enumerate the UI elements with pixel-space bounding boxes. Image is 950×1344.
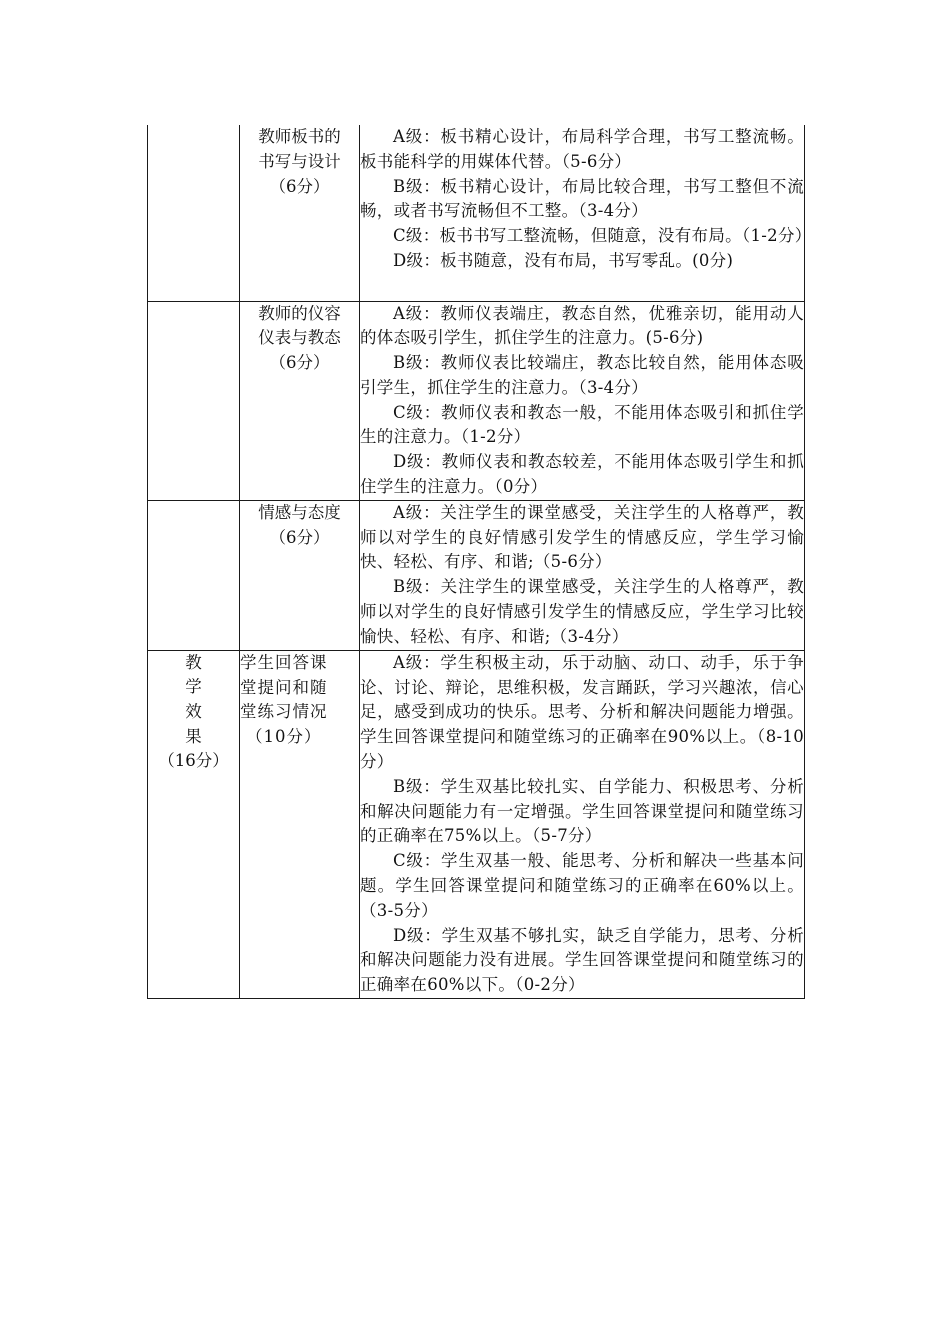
criteria-cell [360,650,805,998]
category-cell [148,125,240,301]
level-b-text: B级：板书精心设计，布局比较合理，书写工整但不流畅，或者书写流畅但不工整。（3-4分） [360,176,804,221]
category-char: 学 [185,677,202,697]
category-char: 教 [185,652,202,672]
criteria-cell [360,301,805,500]
item-label: 学生回答课 [240,652,328,672]
item-label: 教师的仪容 [258,303,341,323]
item-score: （6分） [269,527,330,547]
item-label: 书写与设计 [258,151,341,171]
item-cell [240,301,360,500]
item-label: 情感与态度 [258,502,341,522]
category-cell [148,301,240,500]
level-d-text: D级：板书随意，没有布局，书写零乱。(0分) [393,250,734,270]
item-score: （10分） [246,727,322,747]
level-a-text: A级：关注学生的课堂感受，关注学生的人格尊严，教师以对学生的良好情感引发学生的情感反应，学生学习愉快、轻松、有序、和谐;（5-6分） [360,502,804,572]
level-a-text: A级：板书精心设计，布局科学合理，书写工整流畅。板书能科学的用媒体代替。（5-6分） [360,127,804,171]
evaluation-table [147,125,812,999]
level-c-text: C级：板书书写工整流畅，但随意，没有布局。（1-2分） [393,226,812,246]
level-a-text: A级：学生积极主动，乐于动脑、动口、动手，乐于争论、讨论、辩论，思维积极，发言踊跃，学习兴趣浓，信心足，感受到成功的快乐。思考、分析和解决问题能力增强。学生回答课堂提问和随堂练习的正确率在90%以上。（8-10分） [360,652,804,772]
level-b-text: B级：教师仪表比较端庄，教态比较自然，能用体态吸引学生，抓住学生的注意力。（3-4分） [360,353,804,397]
item-cell [240,650,360,998]
criteria-cell [360,125,812,301]
level-b-text: B级：学生双基比较扎实、自学能力、积极思考、分析和解决问题能力有一定增强。学生回答课堂提问和随堂练习的正确率在75%以上。（5-7分） [360,776,804,846]
category-cell [148,650,240,998]
item-score: （6分） [269,176,330,196]
item-cell [240,125,360,301]
level-d-text: D级：学生双基不够扎实，缺乏自学能力，思考、分析和解决问题能力没有进展。学生回答课堂提问和随堂练习的正确率在60%以下。（0-2分） [360,925,804,995]
category-char: 效 [185,702,202,722]
level-d-text: D级：教师仪表和教态较差，不能用体态吸引学生和抓住学生的注意力。（0分） [360,452,804,497]
table-row [148,650,805,998]
category-score: （16分） [158,751,229,771]
criteria-cell [360,500,805,650]
category-cell [148,500,240,650]
category-char: 果 [185,726,202,746]
item-label: 堂练习情况 [240,702,328,722]
level-a-text: A级：教师仪表端庄，教态自然，优雅亲切，能用动人的体态吸引学生，抓住学生的注意力。(5-6分) [360,303,804,348]
table-row [148,125,805,301]
level-c-text: C级：学生双基一般、能思考、分析和解决一些基本问题。学生回答课堂提问和随堂练习的正确率在60%以上。（3-5分） [360,851,804,920]
item-cell [240,500,360,650]
level-c-text: C级：教师仪表和教态一般，不能用体态吸引和抓住学生的注意力。（1-2分） [360,402,804,447]
table-row [148,500,805,650]
level-b-text: B级：关注学生的课堂感受，关注学生的人格尊严，教师以对学生的良好情感引发学生的情感反应，学生学习比较愉快、轻松、有序、和谐;（3-4分） [360,577,804,646]
item-score: （6分） [269,353,330,373]
table-row [148,301,805,500]
item-label: 教师板书的 [258,127,341,146]
item-label: 仪表与教态 [258,328,341,348]
item-label: 堂提问和随 [240,677,328,697]
